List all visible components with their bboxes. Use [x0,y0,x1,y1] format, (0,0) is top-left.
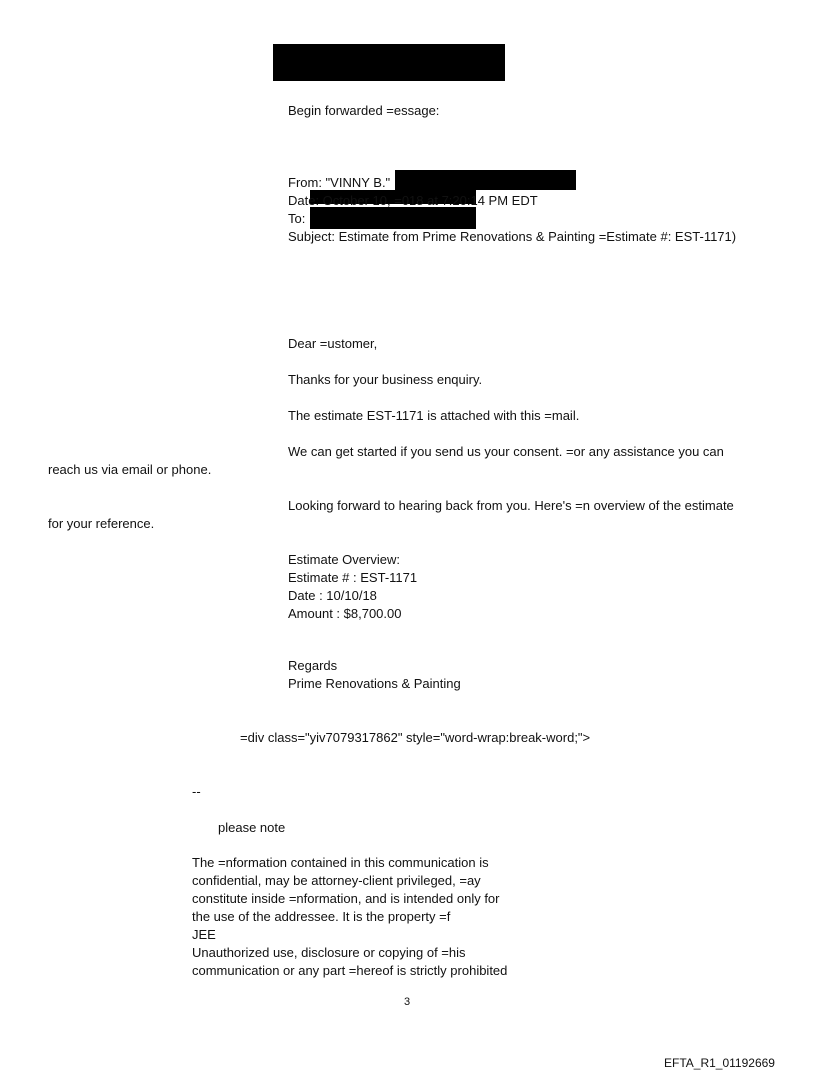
signoff [288,657,461,693]
disclaimer-block [192,854,507,980]
document-id: EFTA_R1_01192669 [664,1056,775,1070]
disclaimer-line: confidential, may be attorney-client privileged, =ay [192,873,481,888]
consent-line-2: reach us via email or phone. [48,462,212,477]
disclaimer-line: communication or any part =hereof is strictly prohibited [192,963,508,978]
email-from: From: "VINNY B." [288,175,391,190]
attached-line: The estimate EST-1171 is attached with this =mail. [288,408,580,423]
signature-separator: -- [192,784,201,799]
overview-estimate-number: Estimate # : EST-1171 [288,570,418,585]
please-note: please note [218,820,286,835]
email-subject: Subject: Estimate from Prime Renovations & Painting =Estimate #: EST-1171) [288,229,737,244]
signoff-company: Prime Renovations & Painting [288,676,461,691]
disclaimer-line: Unauthorized use, disclosure or copying of =his [192,945,466,960]
email-to: To: [288,211,306,226]
redaction-bar-top [273,44,505,81]
overview-title: Estimate Overview: [288,552,400,567]
email-date: Date: October 10, =018 at 7:20:14 PM EDT [288,193,538,208]
redaction-bar-from [395,170,576,190]
greeting: Dear =ustomer, [288,336,378,351]
overview-date: Date : 10/10/18 [288,588,377,603]
consent-line-1: We can get started if you send us your consent. =or any assistance you can [288,444,724,459]
forward-intro: Begin forwarded =essage: [288,103,440,118]
html-fragment-text: =div class="yiv7079317862" style="word-wrap:break-word;"> [240,730,591,745]
disclaimer-line: constitute inside =nformation, and is intended only for [192,891,500,906]
overview-amount: Amount : $8,700.00 [288,606,402,621]
estimate-overview [288,551,417,623]
signoff-regards: Regards [288,658,338,673]
thanks-line: Thanks for your business enquiry. [288,372,483,387]
redaction-bar-to [310,207,476,229]
disclaimer-line: The =nformation contained in this communication is [192,855,489,870]
page-number: 3 [404,996,411,1008]
looking-line-1: Looking forward to hearing back from you. Here's =n overview of the estimate [288,498,734,513]
disclaimer-line: the use of the addressee. It is the property =f [192,909,451,924]
disclaimer-line: JEE [192,927,216,942]
looking-line-2: for your reference. [48,516,155,531]
